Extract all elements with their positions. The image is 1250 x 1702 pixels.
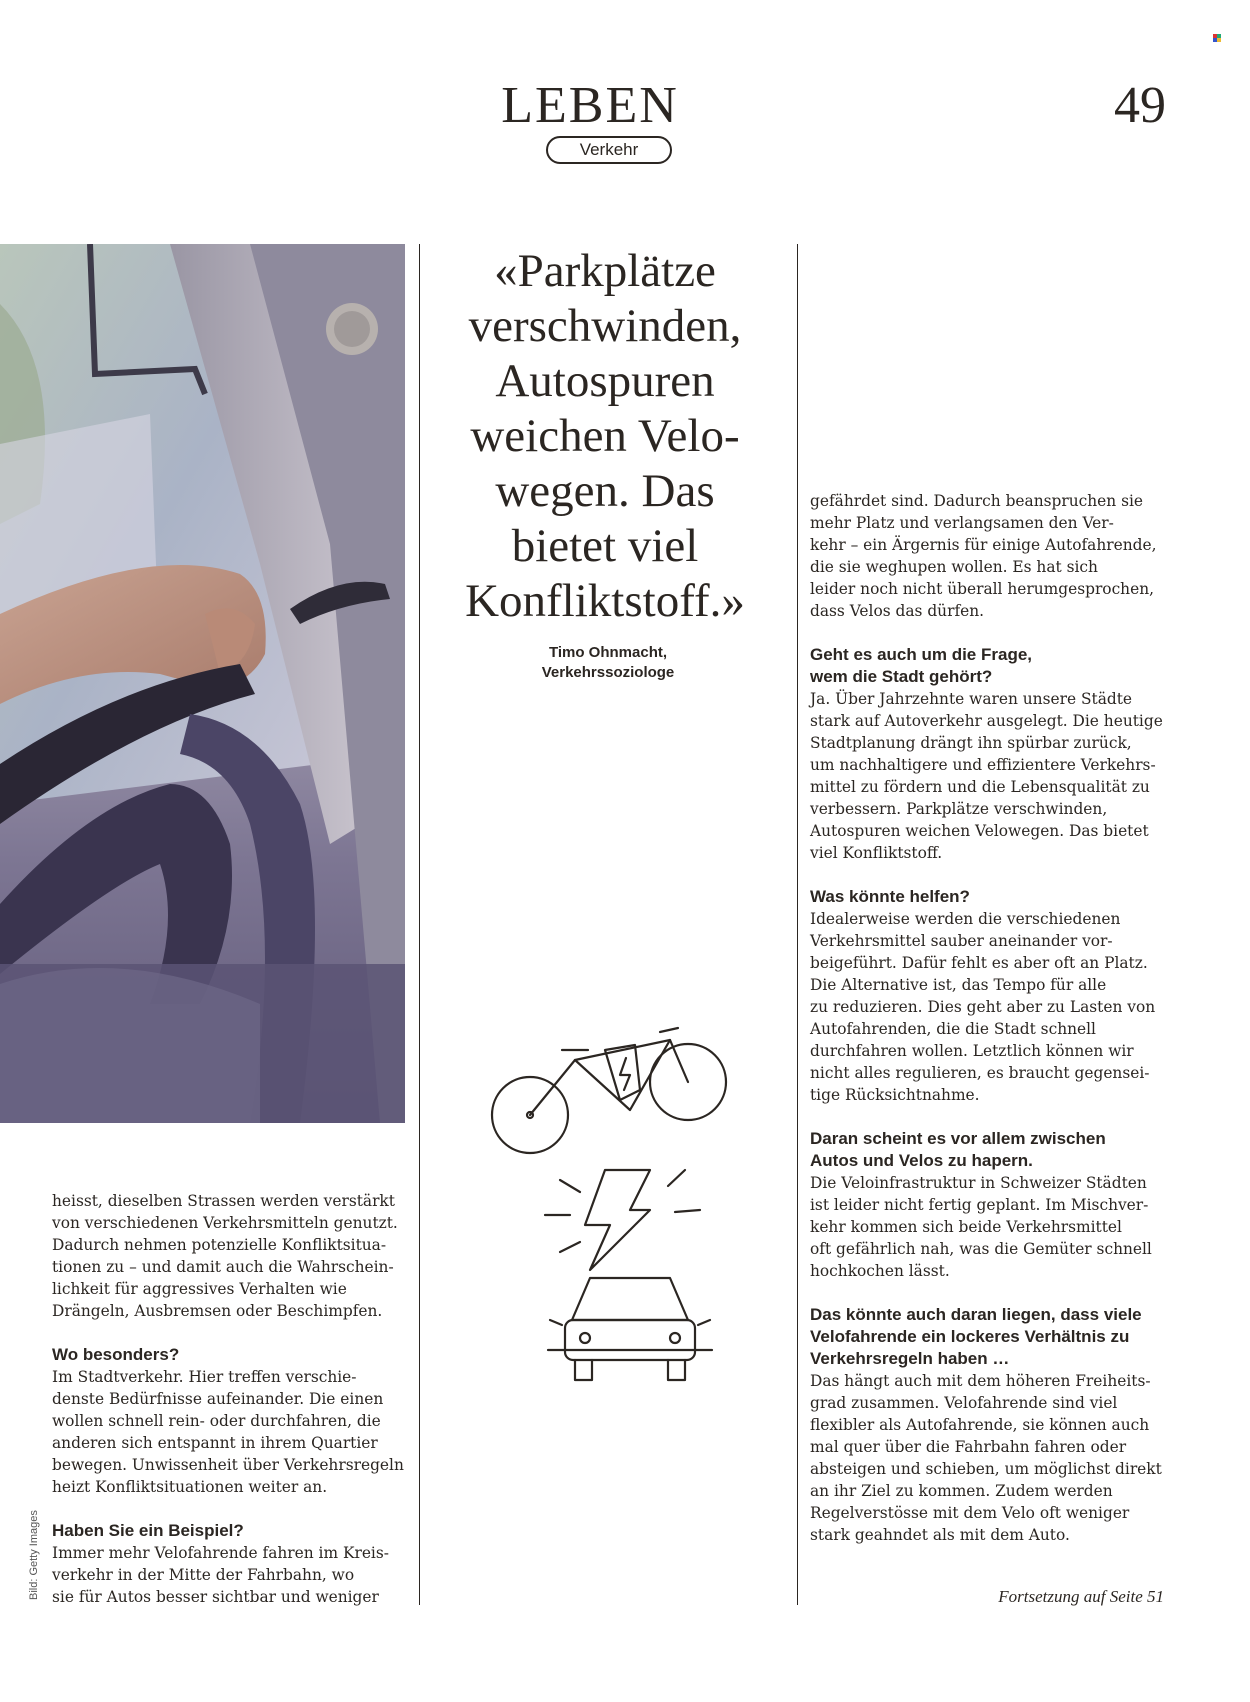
body-line: wollen schnell rein- oder durchfahren, die	[52, 1412, 381, 1430]
body-line: dass Velos das dürfen.	[810, 602, 985, 620]
body-line: Im Stadtverkehr. Hier treffen verschie-	[52, 1368, 357, 1386]
body-line: oft gefährlich nah, was die Gemüter schnell	[810, 1240, 1152, 1258]
interview-question: Velofahrende ein lockeres Verhältnis zu	[810, 1327, 1130, 1346]
page-number: 49	[1114, 77, 1166, 134]
body-line: tige Rücksichtnahme.	[810, 1086, 980, 1104]
pull-quote	[440, 244, 770, 629]
body-line: Idealerweise werden die verschiedenen	[810, 910, 1121, 928]
article-column-right	[810, 490, 1170, 1546]
body-line: von verschiedenen Verkehrsmitteln genutzt.	[52, 1214, 398, 1232]
interview-question: Wo besonders?	[52, 1345, 180, 1364]
quote-line: Konfliktstoff.»	[465, 575, 745, 627]
body-line: kehr kommen sich beide Verkehrsmittel	[810, 1218, 1122, 1236]
quote-line: Autospuren	[495, 355, 715, 407]
body-line: Dadurch nehmen potenzielle Konfliktsitua-	[52, 1236, 387, 1254]
driver-photo	[0, 244, 405, 1123]
quote-line: verschwinden,	[468, 300, 742, 352]
body-line: beigeführt. Dafür fehlt es aber oft an Platz.	[810, 954, 1148, 972]
body-line: mehr Platz und verlangsamen den Ver-	[810, 514, 1114, 532]
interview-question: Verkehrsregeln haben …	[810, 1349, 1010, 1368]
body-line: anderen sich entspannt in ihrem Quartier	[52, 1434, 378, 1452]
interview-question: wem die Stadt gehört?	[810, 667, 993, 686]
body-line: viel Konfliktstoff.	[810, 844, 943, 862]
interview-question: Das könnte auch daran liegen, dass viele	[810, 1305, 1142, 1324]
print-mark-icon	[1213, 34, 1220, 41]
body-line: kehr – ein Ärgernis für einige Autofahrende,	[810, 536, 1157, 554]
quote-author: Timo Ohnmacht,	[548, 644, 668, 661]
quote-line: weichen Velo-	[470, 410, 740, 462]
interview-question: Geht es auch um die Frage,	[810, 645, 1033, 664]
body-line: Die Alternative ist, das Tempo für alle	[810, 976, 1107, 994]
body-line: stark auf Autoverkehr ausgelegt. Die heutige	[810, 712, 1163, 730]
body-line: mal quer über die Fahrbahn fahren oder	[810, 1438, 1127, 1456]
body-line: Das hängt auch mit dem höheren Freiheits-	[810, 1372, 1151, 1390]
body-line: Ja. Über Jahrzehnte waren unsere Städte	[810, 690, 1133, 708]
quote-role: Verkehrssoziologe	[541, 664, 675, 681]
body-line: flexibler als Autofahrende, sie können auch	[810, 1416, 1150, 1434]
subsection-tag: Verkehr	[546, 136, 672, 164]
body-line: verkehr in der Mitte der Fahrbahn, wo	[52, 1566, 355, 1584]
body-line: bewegen. Unwissenheit über Verkehrsregeln	[52, 1456, 404, 1474]
body-line: nicht alles regulieren, es braucht gegensei-	[810, 1064, 1150, 1082]
column-rule-right	[797, 244, 798, 1605]
body-line: mittel zu fördern und die Lebensqualität zu	[810, 778, 1150, 796]
body-line: zu reduzieren. Dies geht aber zu Lasten von	[810, 998, 1156, 1016]
body-line: stark geahndet als mit dem Auto.	[810, 1526, 1070, 1544]
quote-line: bietet viel	[511, 520, 699, 572]
traffic-conflict-illustration	[480, 1020, 760, 1400]
interview-question: Daran scheint es vor allem zwischen	[810, 1129, 1106, 1148]
body-line: lichkeit für aggressives Verhalten wie	[52, 1280, 347, 1298]
interview-question: Was könnte helfen?	[810, 887, 970, 906]
body-line: sie für Autos besser sichtbar und weniger	[52, 1588, 379, 1606]
body-line: heizt Konfliktsituationen weiter an.	[52, 1478, 328, 1496]
body-line: Drängeln, Ausbremsen oder Beschimpfen.	[52, 1302, 383, 1320]
lightning-icon	[545, 1170, 700, 1270]
body-line: Regelverstösse mit dem Velo oft weniger	[810, 1504, 1130, 1522]
body-line: heisst, dieselben Strassen werden verstärkt	[52, 1192, 395, 1210]
car-icon	[548, 1278, 712, 1380]
body-line: durchfahren wollen. Letztlich können wir	[810, 1042, 1134, 1060]
body-line: absteigen und schieben, um möglichst direkt	[810, 1460, 1162, 1478]
body-line: grad zusammen. Velofahrende sind viel	[810, 1394, 1118, 1412]
body-line: ist leider nicht fertig geplant. Im Mischver-	[810, 1196, 1149, 1214]
column-rule-left	[419, 244, 420, 1605]
body-line: an ihr Ziel zu kommen. Zudem werden	[810, 1482, 1113, 1500]
continuation-note: Fortsetzung auf Seite 51	[998, 1587, 1164, 1606]
interview-question: Haben Sie ein Beispiel?	[52, 1521, 244, 1540]
e-bike-icon	[492, 1028, 726, 1153]
interview-question: Autos und Velos zu hapern.	[810, 1151, 1033, 1170]
quote-line: wegen. Das	[495, 465, 715, 517]
body-line: Immer mehr Velofahrende fahren im Kreis-	[52, 1544, 389, 1562]
body-line: verbessern. Parkplätze verschwinden,	[810, 800, 1108, 818]
body-line: Autospuren weichen Velowegen. Das bietet	[810, 822, 1149, 840]
quote-attribution	[480, 643, 736, 683]
body-line: Autofahrenden, die die Stadt schnell	[810, 1020, 1096, 1038]
quote-line: «Parkplätze	[494, 245, 716, 297]
section-title: LEBEN	[501, 77, 679, 134]
body-line: leider noch nicht überall herumgesprochen,	[810, 580, 1155, 598]
body-line: die sie weghupen wollen. Es hat sich	[810, 558, 1098, 576]
body-line: gefährdet sind. Dadurch beanspruchen sie	[810, 492, 1144, 510]
body-line: Die Veloinfrastruktur in Schweizer Städten	[810, 1174, 1147, 1192]
body-line: Stadtplanung drängt ihn spürbar zurück,	[810, 734, 1132, 752]
article-column-left	[52, 1190, 407, 1608]
body-line: tionen zu – und damit auch die Wahrschein-	[52, 1258, 394, 1276]
body-line: denste Bedürfnisse aufeinander. Die einen	[52, 1390, 384, 1408]
body-line: hochkochen lässt.	[810, 1262, 950, 1280]
photo-credit: Bild: Getty Images	[28, 1510, 40, 1600]
body-line: Verkehrsmittel sauber aneinander vor-	[810, 932, 1113, 950]
body-line: um nachhaltigere und effizientere Verkehrs-	[810, 756, 1156, 774]
